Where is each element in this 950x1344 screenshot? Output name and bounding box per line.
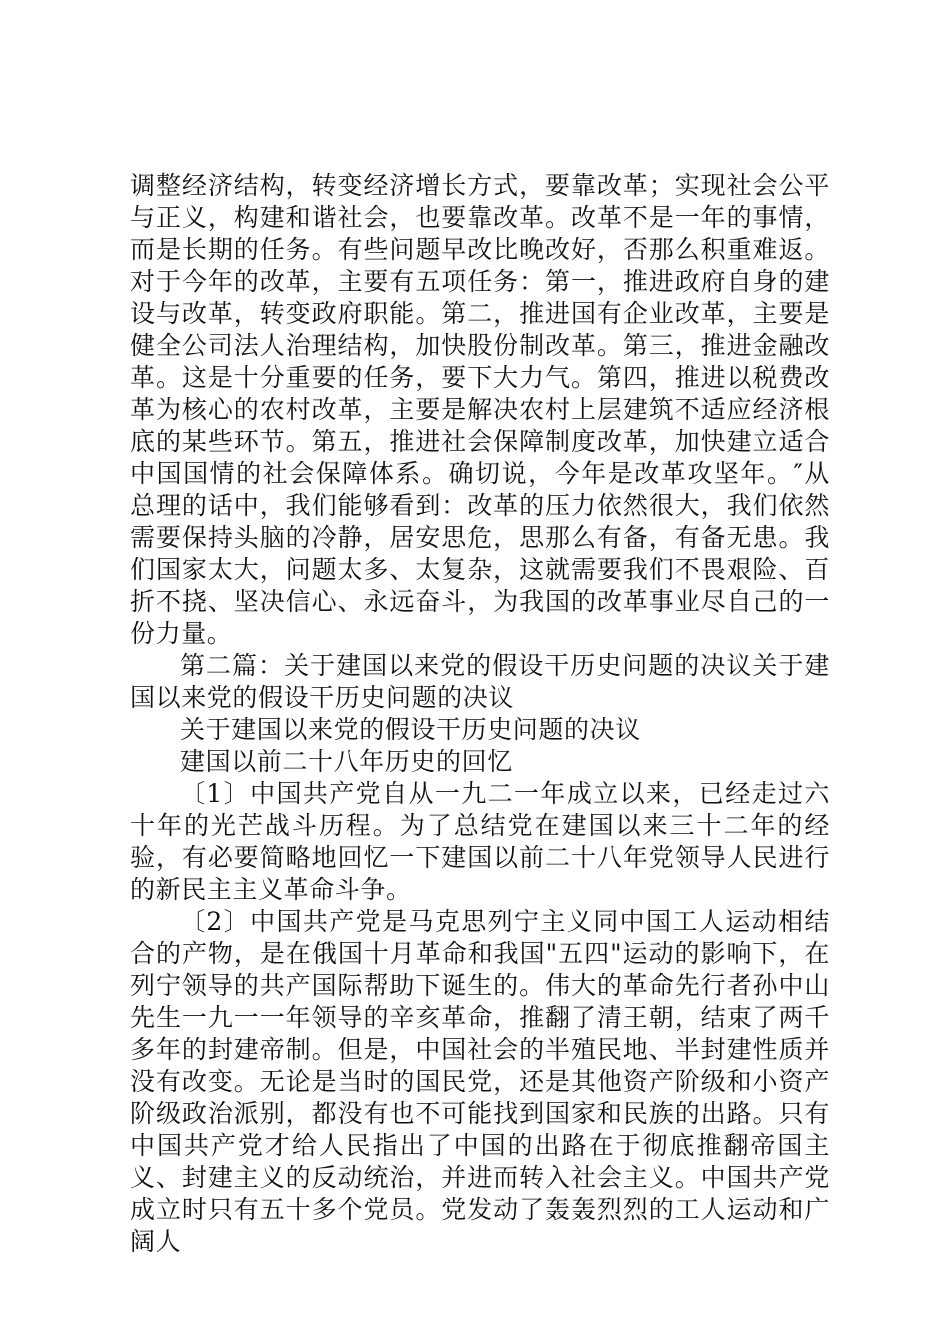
numbered-paragraph-2: 〔2〕中国共产党是马克思列宁主义同中国工人运动相结合的产物，是在俄国十月革命和我国"五四"运动的影响下，在列宁领导的共产国际帮助下诞生的。伟大的革命先行者孙中山先生一九一一年领导的辛亥革命，推翻了清王朝，结束了两千多年的封建帝制。但是，中国社会的半殖民地、半封建性质并没有改变。无论是当时的国民党，还是其他资产阶级和小资产阶级政治派别，都没有也不可能找到国家和民族的出路。只有中国共产党才给人民指出了中国的出路在于彻底推翻帝国主义、封建主义的反动统治，并进而转入社会主义。中国共产党成立时只有五十多个党员。党发动了轰轰烈烈的工人运动和广阔人: [130, 907, 830, 1256]
numbered-paragraph-1: 〔1〕中国共产党自从一九二一年成立以来，已经走过六十年的光芒战斗历程。为了总结党在建国以来三十二年的经验，有必要简略地回忆一下建国以前二十八年党领导人民进行的新民主主义革命斗争。: [130, 779, 830, 904]
body-paragraph: 调整经济结构，转变经济增长方式，要靠改革；实现社会公平与正义，构建和谐社会，也要靠改革。改革不是一年的事情，而是长期的任务。有些问题早改比晚改好，否那么积重难返。对于今年的改革，主要有五项任务：第一，推进政府自身的建设与改革，转变政府职能。第二，推进国有企业改革，主要是健全公司法人治理结构，加快股份制改革。第三，推进金融改革。这是十分重要的任务，要下大力气。第四，推进以税费改革为核心的农村改革，主要是解决农村上层建筑不适应经济根底的某些环节。第五，推进社会保障制度改革，加快建立适合中国国情的社会保障体系。确切说，今年是改革攻坚年。″从总理的话中，我们能够看到：改革的压力依然很大，我们依然需要保持头脑的冷静，居安思危，思那么有备，有备无患。我们国家太大，问题太多、太复杂，这就需要我们不畏艰险、百折不挠、坚决信心、永远奋斗，为我国的改革事业尽自己的一份力量。: [130, 171, 830, 648]
document-title: 关于建国以来党的假设干历史问题的决议: [180, 715, 641, 744]
document-body: [130, 170, 830, 1258]
section-heading-paragraph: 第二篇：关于建国以来党的假设干历史问题的决议关于建国以来党的假设干历史问题的决议: [130, 651, 830, 712]
section-subtitle: 建国以前二十八年历史的回忆: [180, 747, 513, 776]
